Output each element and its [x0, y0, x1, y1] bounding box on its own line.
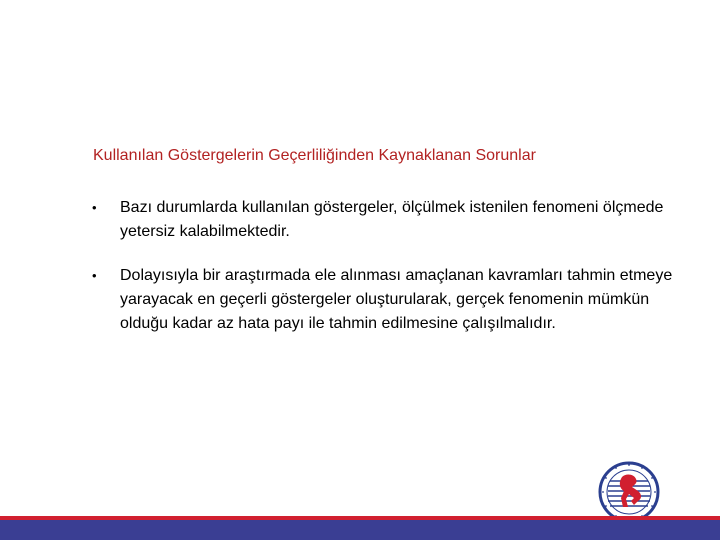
bullet-list [88, 196, 688, 336]
bullet-dot-icon: • [92, 268, 97, 283]
slide-title: Kullanılan Göstergelerin Geçerliliğinden Kaynaklanan Sorunlar [93, 147, 536, 164]
bullet-item [88, 264, 688, 336]
bullet-item [88, 196, 688, 244]
bullet-text: Bazı durumlarda kullanılan göstergeler, ölçülmek istenilen fenomeni ölçmede yetersiz kalabilmektedir. [120, 199, 664, 240]
bullet-text: Dolayısıyla bir araştırmada ele alınması amaçlanan kavramları tahmin etmeye yarayacak en geçerli göstergeler oluşturularak, gerçek fenomenin mümkün olduğu kadar az hata payı ile tahmin edilmesine çalışılmalıdır. [120, 267, 673, 332]
bullet-dot-icon: • [92, 200, 97, 215]
university-seal-icon [598, 461, 660, 523]
footer-blue-band [0, 520, 720, 540]
